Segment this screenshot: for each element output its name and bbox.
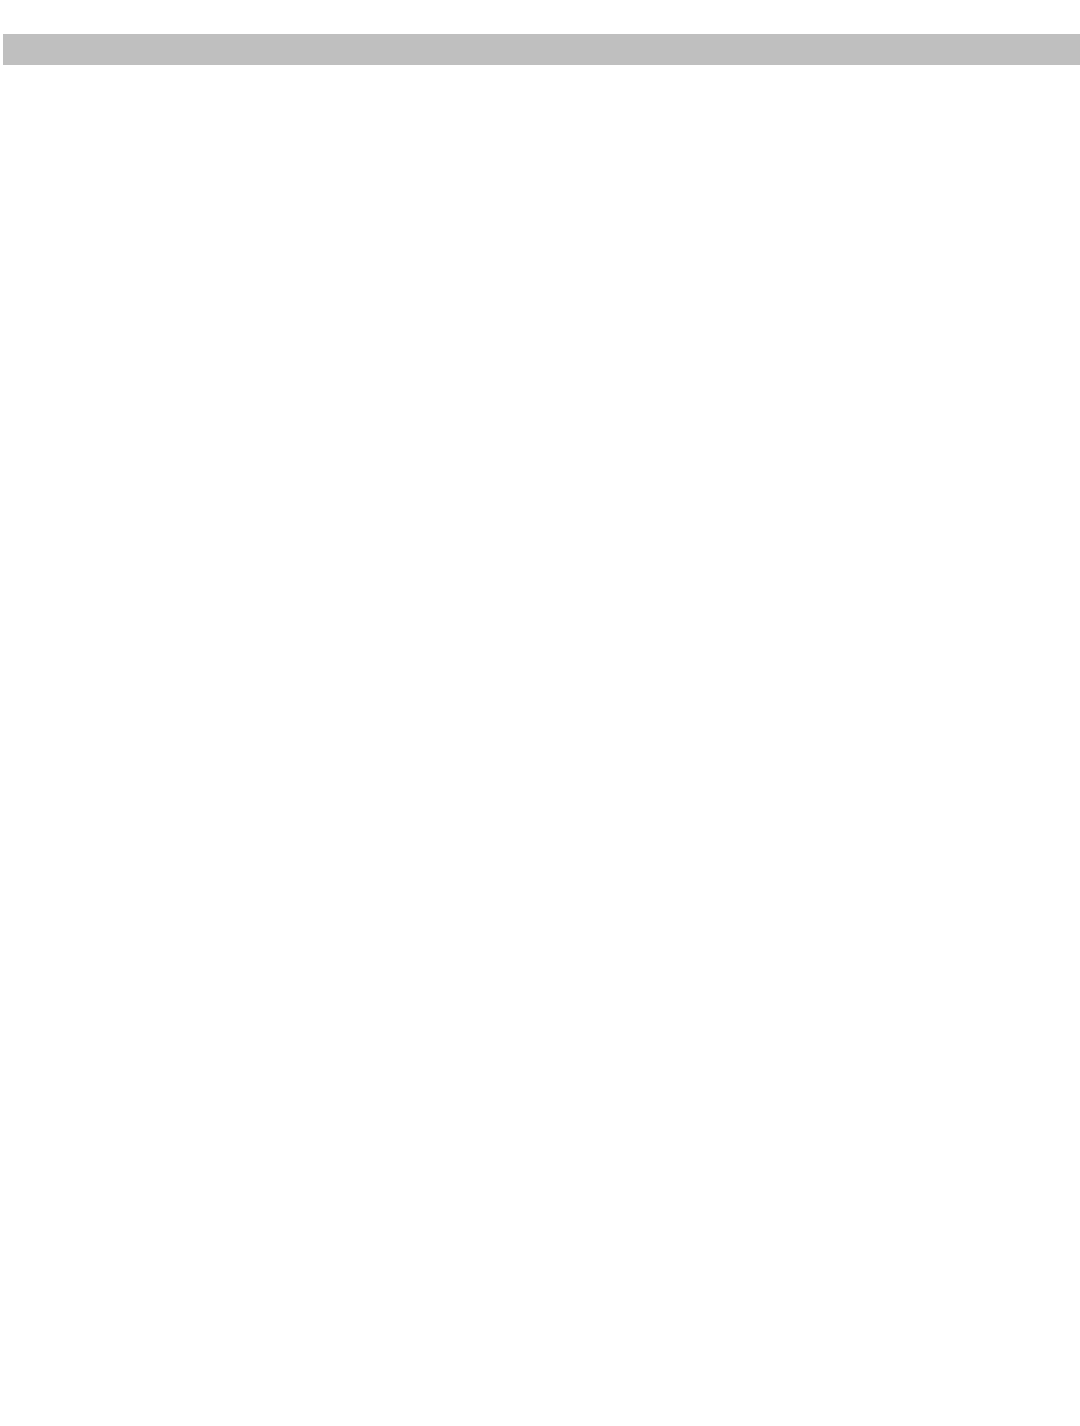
table-header [3,34,1080,65]
header-content [320,34,1080,65]
header-year [3,34,135,65]
header-direction [135,34,320,65]
